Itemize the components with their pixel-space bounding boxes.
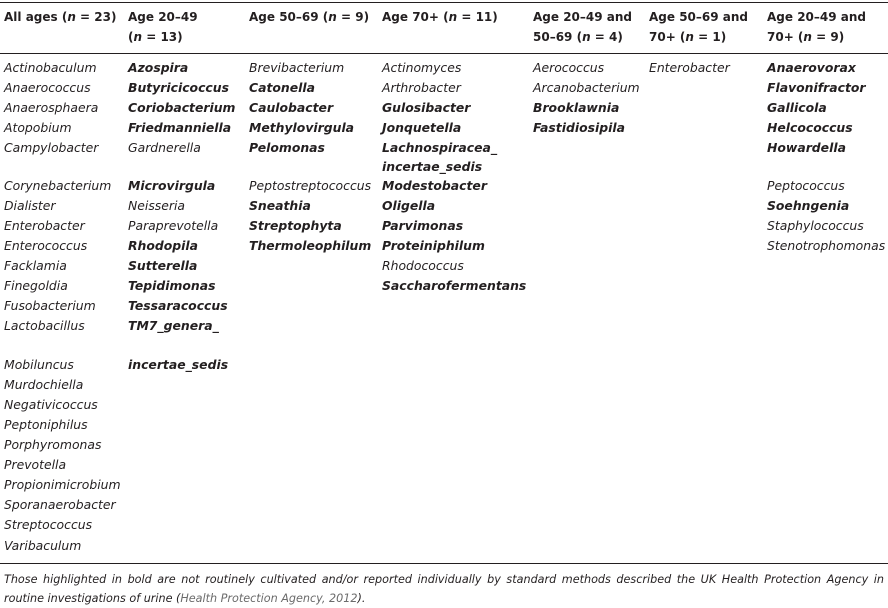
genus-cell: Streptococcus xyxy=(4,517,93,532)
genus-cell: Anaerosphaera xyxy=(4,100,99,115)
genus-cell: Soehngenia xyxy=(767,198,850,213)
genus-cell: Lachnospiracea_ xyxy=(382,140,498,155)
genus-cell: Streptophyta xyxy=(249,218,342,233)
genus-cell: Friedmanniella xyxy=(128,120,232,135)
genus-cell: Saccharofermentans xyxy=(382,278,527,293)
genus-cell: Gardnerella xyxy=(128,140,201,155)
genus-cell: Sutterella xyxy=(128,258,198,273)
genus-cell: Parvimonas xyxy=(382,218,464,233)
genus-cell: Butyricicoccus xyxy=(128,80,229,95)
genus-cell: Campylobacter xyxy=(4,140,99,155)
genus-cell: Corynebacterium xyxy=(4,178,112,193)
genus-cell: Actinomyces xyxy=(382,60,462,75)
table-footnote xyxy=(4,570,884,608)
genus-cell: Caulobacter xyxy=(249,100,334,115)
genus-cell: Paraprevotella xyxy=(128,218,219,233)
genus-cell: Anaerovorax xyxy=(767,60,856,75)
genus-cell: Proteiniphilum xyxy=(382,238,485,253)
top-rule xyxy=(0,2,888,3)
genus-cell: Anaerococcus xyxy=(4,80,91,95)
header-age-50-69: Age 50–69 (n = 9) xyxy=(249,10,370,24)
genus-cell: Helcococcus xyxy=(767,120,853,135)
genus-cell: Arcanobacterium xyxy=(533,80,640,95)
genus-cell: Fusobacterium xyxy=(4,298,96,313)
footnote-reference-link[interactable]: Health Protection Agency, 2012 xyxy=(180,592,358,605)
genus-cell: Enterococcus xyxy=(4,238,88,253)
genus-cell: Azospira xyxy=(128,60,189,75)
genus-cell: Enterobacter xyxy=(4,218,85,233)
genus-cell: Coriobacterium xyxy=(128,100,236,115)
genus-cell: Peptostreptococcus xyxy=(249,178,372,193)
genus-cell: Prevotella xyxy=(4,457,67,472)
genus-cell: Methylovirgula xyxy=(249,120,355,135)
genus-cell: TM7_genera_ xyxy=(128,318,219,333)
genus-cell: Peptococcus xyxy=(767,178,845,193)
header-age-70-plus: Age 70+ (n = 11) xyxy=(382,10,498,24)
genus-cell: incertae_sedis xyxy=(382,159,483,174)
footnote-text: Those highlighted in bold are not routinely cultivated and/or reported individually by standard methods described the UK Health Protection Agency in routine investigations of urine ( xyxy=(4,573,884,605)
genus-cell: Modestobacter xyxy=(382,178,487,193)
header-age-50-69-and-70-plus: Age 50–69 and 70+ (n = 1) xyxy=(649,10,748,44)
genus-cell: Neisseria xyxy=(128,198,185,213)
genus-cell: Gulosibacter xyxy=(382,100,471,115)
header-rule xyxy=(0,53,888,54)
genus-cell: Finegoldia xyxy=(4,278,68,293)
genus-cell: Stenotrophomonas xyxy=(767,238,886,253)
genus-cell: Rhodopila xyxy=(128,238,198,253)
header-age-20-49-and-50-69: Age 20–49 and 50–69 (n = 4) xyxy=(533,10,632,44)
genus-cell: Murdochiella xyxy=(4,377,84,392)
genus-cell: Sporanaerobacter xyxy=(4,497,116,512)
genus-cell: Sneathia xyxy=(249,198,311,213)
genus-cell: Porphyromonas xyxy=(4,437,102,452)
footnote-tail: ). xyxy=(357,592,366,605)
genus-cell: Oligella xyxy=(382,198,436,213)
genus-cell: Microvirgula xyxy=(128,178,216,193)
genus-cell: Atopobium xyxy=(4,120,72,135)
genus-cell: Catonella xyxy=(249,80,315,95)
genus-cell: Dialister xyxy=(4,198,56,213)
genus-cell: Tepidimonas xyxy=(128,278,216,293)
genus-cell: Jonquetella xyxy=(382,120,462,135)
genus-cell: Staphylococcus xyxy=(767,218,864,233)
genus-cell: Arthrobacter xyxy=(382,80,461,95)
genus-cell: Brevibacterium xyxy=(249,60,345,75)
bottom-rule xyxy=(0,563,888,564)
genus-cell: Peptoniphilus xyxy=(4,417,88,432)
genus-cell: Howardella xyxy=(767,140,846,155)
genus-cell: incertae_sedis xyxy=(128,357,229,372)
genus-cell: Enterobacter xyxy=(649,60,730,75)
genus-cell: Varibaculum xyxy=(4,538,82,553)
genus-cell: Mobiluncus xyxy=(4,357,74,372)
genus-cell: Rhodococcus xyxy=(382,258,464,273)
genus-cell: Aerococcus xyxy=(533,60,605,75)
genus-cell: Pelomonas xyxy=(249,140,325,155)
header-age-20-49-and-70-plus: Age 20–49 and 70+ (n = 9) xyxy=(767,10,866,44)
genus-cell: Brooklawnia xyxy=(533,100,620,115)
genus-cell: Fastidiosipila xyxy=(533,120,625,135)
genus-cell: Thermoleophilum xyxy=(249,238,372,253)
genus-cell: Facklamia xyxy=(4,258,67,273)
genus-cell: Actinobaculum xyxy=(4,60,97,75)
genus-cell: Tessaracoccus xyxy=(128,298,228,313)
genus-cell: Flavonifractor xyxy=(767,80,866,95)
genus-cell: Propionimicrobium xyxy=(4,477,121,492)
header-age-20-49: Age 20–49 (n = 13) xyxy=(128,10,198,44)
genus-cell: Negativicoccus xyxy=(4,397,98,412)
genus-cell: Gallicola xyxy=(767,100,827,115)
header-all-ages: All ages (n = 23) xyxy=(4,10,117,24)
genus-cell: Lactobacillus xyxy=(4,318,85,333)
